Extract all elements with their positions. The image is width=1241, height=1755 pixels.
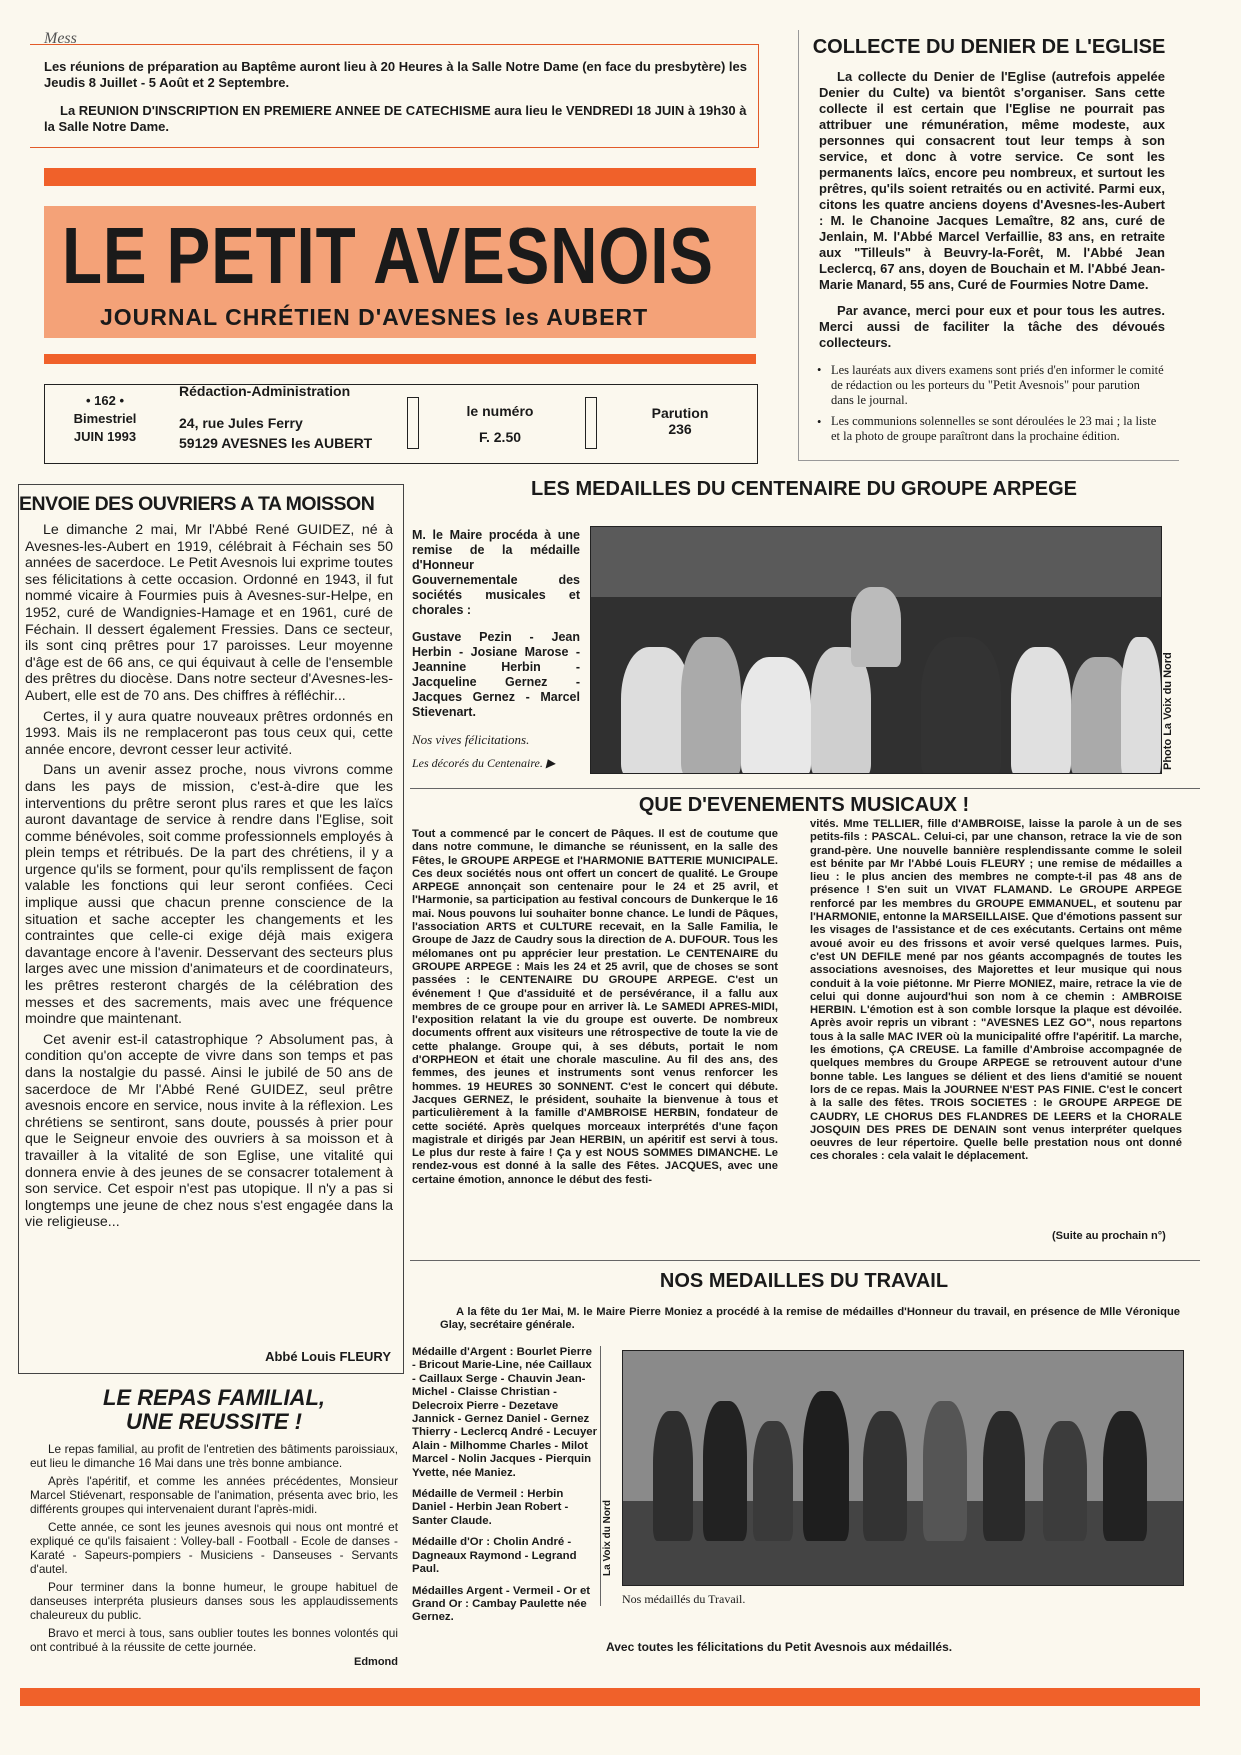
travail-title: NOS MEDAILLES DU TRAVAIL	[659, 1270, 949, 1292]
repas-signature: Edmond	[354, 1656, 398, 1668]
issue-date: JUIN 1993	[73, 429, 137, 444]
arpege-title: LES MEDAILLES DU CENTENAIRE DU GROUPE ARPEGE	[531, 478, 1077, 500]
ouvriers-paragraph-2: Certes, il y aura quatre nouveaux prêtres ordonnés en 1993. Mais ils ne remplaceront pas tous ceux qui, cette année encore, devront cesser leur activité.	[25, 708, 393, 758]
address-line1: 24, rue Jules Ferry	[179, 415, 303, 431]
repas-paragraph-1: Le repas familial, au profit de l'entretien des bâtiments paroissiaux, eut lieu le dimanche 16 Mai dans une très bonne ambiance.	[30, 1442, 398, 1470]
divider-box-2	[585, 397, 597, 449]
arpege-photo	[590, 526, 1162, 774]
travail-intro: A la fête du 1er Mai, M. le Maire Pierre Moniez a procédé à la remise de médailles d'Honneur du travail, en présence de Mlle Véronique Glay, secrétaire générale.	[440, 1306, 1180, 1331]
ouvriers-signature: Abbé Louis FLEURY	[265, 1349, 391, 1364]
denier-note-1: Les lauréats aux divers examens sont priés d'en informer le comité de rédaction ou les porteurs du "Petit Avesnois" pour parution dans le journal.	[831, 363, 1164, 407]
repas-paragraph-4: Pour terminer dans la bonne humeur, le groupe habituel de danseuses interpréta plusieurs danses sous les applaudissements chaleureux du public.	[30, 1580, 398, 1622]
price: F. 2.50	[478, 429, 522, 445]
orange-stripe-mid	[44, 354, 756, 364]
travail-caption: Nos médaillés du Travail.	[622, 1592, 746, 1606]
repas-paragraph-3: Cette année, ce sont les jeunes avesnois qui nous ont montré et expliqué ce qu'ils faisaient : Volley-ball - Football - Ecole de danses - Karaté - Sapeurs-pompiers - Musiciens - Danseuses - Servants d'autel.	[30, 1520, 398, 1576]
denier-note-2: Les communions solennelles se sont déroulées le 23 mai ; la liste et la photo de groupe paraîtront dans la prochaine édition.	[831, 414, 1157, 443]
orange-stripe-top	[44, 168, 756, 186]
denier-title: COLLECTE DU DENIER DE L'EGLISE	[812, 36, 1166, 58]
issue-number: • 162 •	[85, 393, 125, 408]
travail-photo-credit: La Voix du Nord	[602, 1500, 613, 1576]
price-label: le numéro	[466, 403, 534, 419]
notices-box	[30, 44, 759, 148]
musicaux-rule	[410, 788, 1200, 789]
arpege-names: Gustave Pezin - Jean Herbin - Josiane Marose - Jeannine Herbin - Jacqueline Gernez - Jacques Gernez - Marcel Stievenart.	[412, 630, 580, 719]
travail-names	[412, 1346, 598, 1629]
masthead-title: LE PETIT AVESNOIS	[62, 211, 714, 300]
musicaux-title: QUE D'EVENEMENTS MUSICAUX !	[638, 794, 970, 816]
travail-closing: Avec toutes les félicitations du Petit Avesnois aux médaillés.	[606, 1640, 953, 1654]
musicaux-column-2: vités. Mme TELLIER, fille d'AMBROISE, laisse la parole à un de ses petits-fils : PASCAL. Celui-ci, par une chanson, retrace la vie de son grand-père. Une nouvelle bannière resplendissante comme le soleil est bénite par Mr l'Abbé Louis FLEURY ; une remise de médailles a lieu : le plus ancien des membres ne compte-t-il pas 48 ans de présence ! S'en suit un VIVAT FLAMAND. Le GROUPE ARPEGE renforcé par les membres du GROUPE EMMANUEL, et soutenu par l'HARMONIE, entonne la MARSEILLAISE. Que d'émotions passent sur les visages de l'assistance et de ces exécutants. Certains ont même avoué avoir eu des frissons et avoir versé quelques larmes. Puis, c'est UN DEFILE mené par nos géants accompagnés de toutes les associations avesnoises, des Majorettes et leur musique qui nous conduit à la voie piétonne. Mr Pierre MONIEZ, maire, retrace la vie de celui qui donne aujourd'hui son nom à ce chemin : AMBROISE HERBIN. L'émotion est à son comble lorsque la plaque est dévoilée. Après avoir repris un vibrant : "AVESNES LEZ GO", nous repartons tous à la salle MAC IVER où la municipalité offre l'apéritif. La marche, les émotions, ÇA CREUSE. La famille d'Ambroise accompagnée de quelques membres du Groupe ARPEGE se retrouvent autour d'une bonne table. Les langues se délient et des liens d'amitié se nouent lors de ce repas. Mais la JOURNEE N'EST PAS FINIE. C'est le concert à la salle des fêtes. TROIS SOCIETES : le GROUPE ARPEGE DE CAUDRY, LE CHORUS DES FLANDRES DE LEERS et la CHORALE JOSQUIN DES PRES DE DENAIN sont venus interpréter quelques oeuvres de leur répertoire. Quelle belle prestation nous ont donné ces chorales : cela valait le déplacement.	[810, 818, 1182, 1163]
denier-paragraph-1: La collecte du Denier de l'Eglise (autrefois appelée Denier du Culte) va bientôt s'organiser. Sans cette collecte il est certain que l'Eglise ne pourrait pas attribuer une rémunération, même modeste, aux personnes qui consacrent tout leur temps à son service, et donc à votre service. Ce sont les permanents laïcs, encore peu nombreux, et surtout les prêtres, qu'ils soient retraités ou en activité. Parmi eux, citons les quatre anciens doyens d'Avesnes-les-Aubert : M. le Chanoine Jacques Lemaître, 82 ans, curé de Jenlain, M. l'Abbé Marcel Verfaillie, 83 ans, en retraite aux "Tilleuls" à Beuvry-la-Forêt, M. l'Abbé Jean Leclercq, 67 ans, doyen de Bouchain et M. l'Abbé Jean-Marie Manard, 55 ans, Curé de Fourmies Notre Dame.	[819, 69, 1165, 292]
arpege-text	[412, 528, 580, 778]
divider-box-1	[407, 397, 419, 449]
musicaux-suite: (Suite au prochain n°)	[1052, 1230, 1166, 1242]
musicaux-column-1: Tout a commencé par le concert de Pâques. Il est de coutume que dans notre commune, le dimanche se réunissent, en la salle des Fêtes, le GROUPE ARPEGE et l'HARMONIE BATTERIE MUNICIPALE. Ces deux sociétés nous ont offert un concert de qualité. Le Groupe ARPEGE annonçait son centenaire pour le 24 et 25 avril, et l'Harmonie, sa participation au festival concours de Dunkerque le 16 mai. Nous pouvons lui souhaiter bonne chance. Le lundi de Pâques, l'association ARTS et CULTURE recevait, en la Salle Familia, le Groupe de Jazz de Caudry sous la direction de A. DUFOUR. Tous les mélomanes ont pu apprécier leur prestation. Le CENTENAIRE du GROUPE ARPEGE : Mais les 24 et 25 avril, que de choses se sont passées : le CENTENAIRE DU GROUPE ARPEGE. C'est un événement ! Que d'assiduité et de persévérance, il a fallu aux membres de ce groupe pour en arriver là. Le SAMEDI APRES-MIDI, l'exposition relatant la vie du groupe est ouverte. De nombreux documents offrent aux visiteurs une rétrospective de toute la vie de cette phalange. Groupe qui, à ses débuts, portait le nom d'ORPHEON et était une chorale masculine. Au fil des ans, des femmes, des jeunes et instruments sont venus renforcer les hommes. 19 HEURES 30 SONNENT. C'est le concert qui débute. Jacques GERNEZ, le président, souhaite la bienvenue à tous et particulièrement à la famille d'AMBROISE HERBIN, fondateur de cette société. Après quelques morceaux interprétés d'une façon magistrale et dirigés par Jean HERBIN, un apéritif est servi à tous. Le plus dur reste à faire ! Ça y est NOUS SOMMES DIMANCHE. Le rendez-vous est donné à la salle des Fêtes. JACQUES, avec une certaine émotion, annonce le début des festi-	[412, 828, 778, 1186]
repas-title-1: LE REPAS FAMILIAL,	[102, 1385, 326, 1410]
parution-number: 236	[668, 421, 692, 437]
travail-rule	[410, 1260, 1200, 1261]
admin-label: Rédaction-Administration	[179, 383, 351, 399]
orange-stripe-bottom	[20, 1688, 1200, 1706]
arpege-intro: M. le Maire procéda à une remise de la médaille d'Honneur Gouvernementale des sociétés musicales et chorales :	[412, 528, 580, 617]
repas-title-2: UNE REUSSITE !	[125, 1409, 303, 1434]
baptism-notice: Les réunions de préparation au Baptême auront lieu à 20 Heures à la Salle Notre Dame (en face du presbytère) les Jeudis 8 Juillet - 5 Août et 2 Septembre.	[44, 59, 747, 90]
denier-article: COLLECTE DU DENIER DE L'EGLISE La collecte du Denier de l'Eglise (autrefois appelée Denier du Culte) va bientôt s'organiser. Sans cette collecte il est certain que l'Eglise ne pourrait pas attribuer une rémunération, même modeste, aux personnes qui consacrent tout leur temps à son service, et donc à votre service. Ce sont les permanents laïcs, encore peu nombreux, et surtout les prêtres, qu'ils soient retraités ou en activité. Parmi eux, citons les quatre anciens doyens d'Avesnes-les-Aubert : M. le Chanoine Jacques Lemaître, 82 ans, curé de Jenlain, M. l'Abbé Marcel Verfaillie, 83 ans, en retraite aux "Tilleuls" à Beuvry-la-Forêt, M. l'Abbé Jean Leclercq, 67 ans, doyen de Bouchain et M. l'Abbé Jean-Marie Manard, 55 ans, Curé de Fourmies Notre Dame. Par avance, merci pour eux et pour tous les autres. Merci aussi de faciliter la tâche des dévoués collecteurs. • Les lauréats aux divers examens sont priés d'en informer le comité de rédaction ou les porteurs du "Petit Avesnois" pour parution dans le journal. • Les communions solennelles se sont déroulées le 23 mai ; la liste et la photo de groupe paraîtront dans la prochaine édition.	[798, 30, 1179, 461]
medaille-argent: Médaille d'Argent : Bourlet Pierre - Bricout Marie-Line, née Caillaux - Caillaux Serge - Chauvin Jean-Michel - Claisse Christian - Delecroix Pierre - Dezetave Jannick - Gernez Daniel - Gernez Thierry - Leclercq André - Lecuyer Alain - Milhomme Charles - Milot Marcel - Nolin Jacques - Pierquin Yvette, née Maniez.	[412, 1346, 598, 1479]
arpege-congrats: Nos vives félicitations.	[412, 732, 530, 747]
ouvriers-paragraph-3: Dans un avenir assez proche, nous vivrons comme dans les pays de mission, c'est-à-dire que les interventions du prêtre seront plus rares et que les laïcs auront davantage de service à rendre dans l'Eglise, soit comme bénévoles, soit comme professionnels employés à plein temps et rétribués. De la part des chrétiens, il y a urgence qu'ils se forment, pour qu'ils remplissent de façon valable les fonctions qui leur seront confiées. Ceci implique aussi que chacun prenne conscience de la situation et sache accepter les changements et les contraintes que celle-ci exige déjà mais exigera davantage encore à l'avenir. Desservant des secteurs plus larges avec une mission d'animateurs et de coordinateurs, les prêtres resteront chargés de la célébration des messes et des sacrements, mais avec une fréquence moindre que maintenant.	[25, 762, 393, 1028]
catechism-notice: La REUNION D'INSCRIPTION EN PREMIERE ANNEE DE CATECHISME aura lieu le VENDREDI 18 JUIN à 19h30 à la Salle Notre Dame.	[44, 103, 747, 134]
handwritten-note: Mess	[44, 30, 77, 47]
repas-paragraph-2: Après l'apéritif, et comme les années précédentes, Monsieur Marcel Stiévenart, responsable de l'animation, présenta avec brio, les différents groupes qui intervenaient durant l'après-midi.	[30, 1474, 398, 1516]
medaille-vermeil: Médaille de Vermeil : Herbin Daniel - Herbin Jean Robert - Santer Claude.	[412, 1488, 569, 1527]
arpege-caption: Les décorés du Centenaire. ▶	[412, 756, 556, 770]
travail-photo	[622, 1350, 1184, 1586]
frequency: Bimestriel	[73, 411, 137, 426]
medaille-or: Médaille d'Or : Cholin André - Dagneaux Raymond - Legrand Paul.	[412, 1536, 577, 1576]
masthead	[44, 206, 756, 338]
ouvriers-title: ENVOIE DES OUVRIERS A TA MOISSON	[19, 493, 375, 515]
address-line2: 59129 AVESNES les AUBERT	[179, 435, 373, 451]
arpege-photo-credit: Photo La Voix du Nord	[1162, 652, 1174, 770]
repas-article	[26, 1386, 402, 1670]
medaille-argent-vermeil-or: Médailles Argent - Vermeil - Or et Grand Or : Cambay Paulette née Gernez.	[412, 1584, 591, 1624]
masthead-subtitle: JOURNAL CHRÉTIEN D'AVESNES les AUBERT	[100, 304, 649, 330]
ouvriers-paragraph-4: Cet avenir est-il catastrophique ? Absolument pas, à condition qu'on accepte de vivre dans son temps et pas dans la nostalgie du passé. Ainsi le jubilé de 50 ans de sacerdoce de Mr l'Abbé René GUIDEZ, seul prêtre avesnois encore en service, nous invite à la réflexion. Les chrétiens se sentiront, sans doute, poussés à prier pour que le Seigneur envoie des ouvriers à sa moisson et à travailler à la vitalité de son Eglise, une vitalité qui donnera envie à des jeunes de se consacrer totalement à son service. Cet espoir n'est pas utopique. Il n'y a pas si longtemps une jeune de chez nous s'est engagée dans la vie religieuse...	[25, 1031, 393, 1231]
denier-paragraph-2: Par avance, merci pour eux et pour tous les autres. Merci aussi de faciliter la tâche des dévoués collecteurs.	[819, 303, 1165, 350]
ouvriers-article	[18, 484, 404, 1374]
parution-label: Parution	[651, 405, 709, 421]
repas-paragraph-5: Bravo et merci à tous, sans oublier toutes les bonnes volontés qui ont contribué à la réussite de cette journée.	[30, 1626, 398, 1654]
ouvriers-paragraph-1: Le dimanche 2 mai, Mr l'Abbé René GUIDEZ, né à Avesnes-les-Aubert en 1919, célébrait à Féchain ses 50 années de sacerdoce. Le Petit Avesnois lui exprime toutes ses félicitations à cette occasion. Ordonné en 1943, il fut nommé vicaire à Fourmies puis à Avesnes-sur-Helpe, en 1952, curé de Wandignies-Hamage et en 1961, curé de Féchain. Il dessert également Fressies. Dans ce secteur, ils sont cinq prêtres pour 17 paroisses. Leur moyenne d'âge est de 66 ans, ce qui équivaut à celle de l'ensemble des prêtres du diocèse. Dans notre secteur d'Avesnes-les-Aubert, elle est de 70 ans. Des chiffres à réfléchir...	[25, 522, 393, 704]
info-bar	[44, 384, 758, 464]
